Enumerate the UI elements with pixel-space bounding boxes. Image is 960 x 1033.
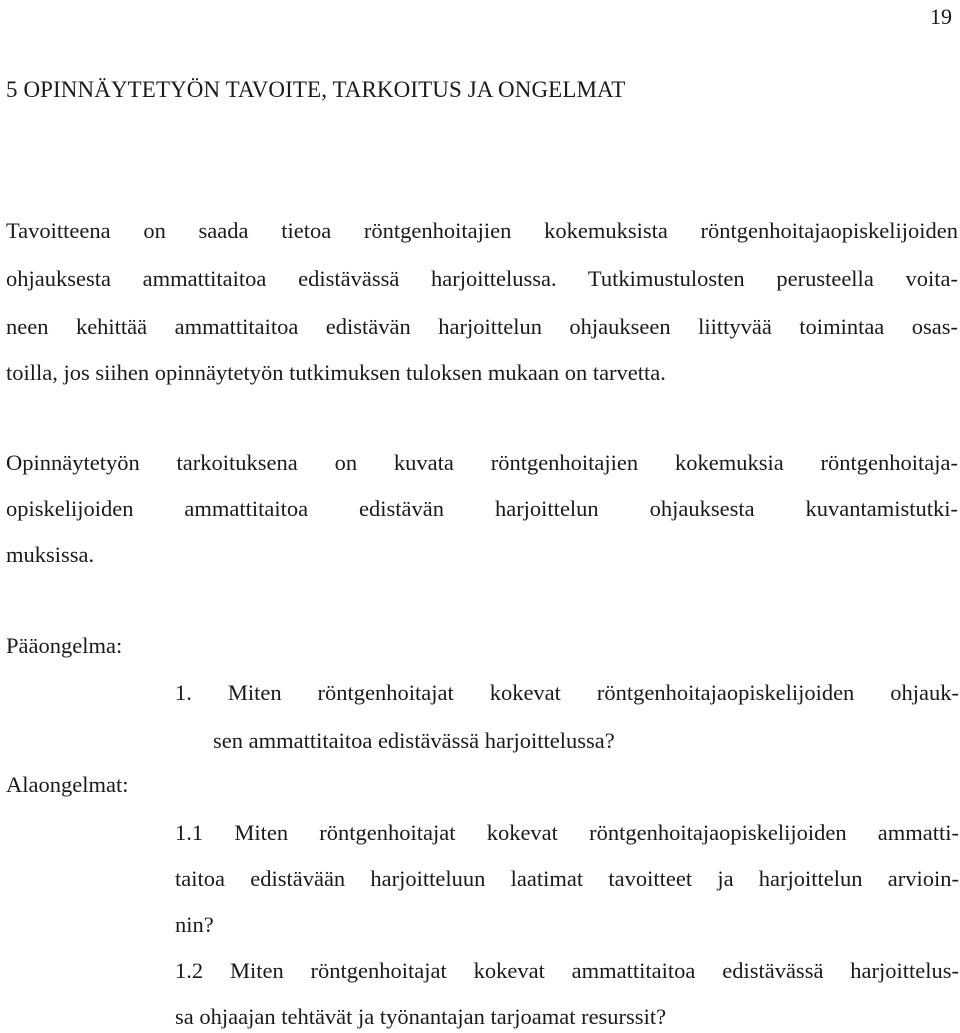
sub-problem-line: 1.1 Miten röntgenhoitajat kokevat röntgenhoitajaopiskelijoiden ammatti- <box>175 820 959 845</box>
main-problem-line: 1. Miten röntgenhoitajat kokevat röntgenhoitajaopiskelijoiden ohjauk- <box>175 680 959 705</box>
paragraph-line: neen kehittää ammattitaitoa edistävän harjoittelun ohjaukseen liittyvää toimintaa osas- <box>6 314 958 339</box>
paragraph-line: Tavoitteena on saada tietoa röntgenhoitajien kokemuksista röntgenhoitajaopiskelijoiden <box>6 218 958 243</box>
paragraph-line: opiskelijoiden ammattitaitoa edistävän harjoittelun ohjauksesta kuvantamistutki- <box>6 496 958 521</box>
page-number: 19 <box>930 4 952 29</box>
paragraph-line: ohjauksesta ammattitaitoa edistävässä harjoittelussa. Tutkimustulosten perusteella voita- <box>6 266 958 291</box>
sub-problems-label: Alaongelmat: <box>6 772 129 797</box>
paragraph-line: muksissa. <box>6 542 95 567</box>
paragraph-line: Opinnäytetyön tarkoituksena on kuvata röntgenhoitajien kokemuksia röntgenhoitaja- <box>6 450 958 475</box>
sub-problem-line: nin? <box>175 912 214 937</box>
chapter-title: 5 OPINNÄYTETYÖN TAVOITE, TARKOITUS JA ONGELMAT <box>6 77 626 102</box>
main-problem-label: Pääongelma: <box>6 633 123 658</box>
sub-problem-line: 1.2 Miten röntgenhoitajat kokevat ammattitaitoa edistävässä harjoittelus- <box>175 958 959 983</box>
main-problem-line: sen ammattitaitoa edistävässä harjoittelussa? <box>213 728 615 753</box>
sub-problem-line: sa ohjaajan tehtävät ja työnantajan tarjoamat resurssit? <box>175 1004 667 1029</box>
paragraph-line: toilla, jos siihen opinnäytetyön tutkimuksen tuloksen mukaan on tarvetta. <box>6 360 666 385</box>
sub-problem-line: taitoa edistävään harjoitteluun laatimat tavoitteet ja harjoittelun arvioin- <box>175 866 959 891</box>
